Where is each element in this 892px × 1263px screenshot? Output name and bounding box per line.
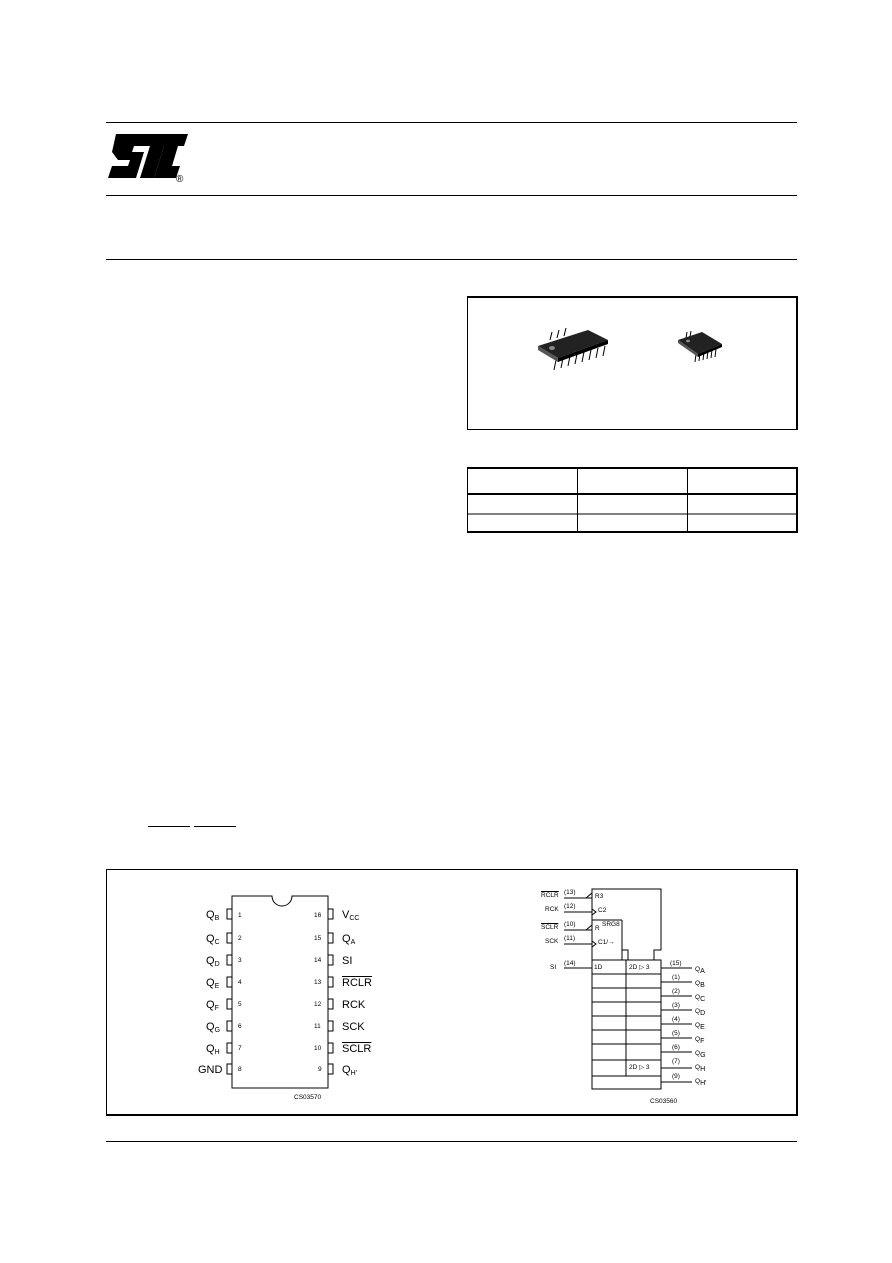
logic-pin-13: (13) (564, 889, 576, 896)
logic-out-qa: QA (695, 966, 705, 975)
pin-num-14: 14 (314, 957, 322, 964)
logic-drawing-code: CS03560 (650, 1098, 678, 1105)
block-label-r3: R3 (595, 893, 604, 900)
header-rule (106, 195, 797, 196)
pin-name-si: SI (342, 955, 353, 967)
logic-out-qh-prime: QH' (695, 1078, 707, 1087)
pin-name-qg: $Q_G$ (206, 1021, 221, 1034)
pin-num-10: 10 (314, 1045, 322, 1052)
pin-num-8: 8 (238, 1066, 242, 1073)
pin-num-15: 15 (314, 935, 322, 942)
pin-name-sck: SCK (342, 1021, 365, 1033)
logic-input-rck: RCK (545, 906, 559, 913)
pin-name-qc: $Q_C$ (206, 933, 220, 946)
block-label-2d-top: 2D ▷ 3 (629, 964, 650, 971)
block-label-c2: C2 (598, 907, 607, 914)
pin-num-1: 1 (238, 912, 242, 919)
pin-name-qb: $Q_B$ (206, 909, 220, 922)
logic-out-qb: QB (695, 980, 705, 989)
logic-pin-11: (11) (564, 935, 576, 942)
logic-out-pin-3: (3) (672, 1002, 680, 1009)
logic-out-qh: QH (695, 1064, 706, 1073)
top-rule (106, 122, 797, 123)
registered-mark: ® (176, 174, 184, 185)
pin-num-4: 4 (238, 979, 242, 986)
underline-mark-2 (194, 826, 236, 827)
block-label-2d-bottom: 2D ▷ 3 (629, 1064, 650, 1071)
package-box (467, 296, 798, 430)
logic-out-qd: QD (695, 1008, 706, 1017)
footer-rule (106, 1141, 797, 1142)
pin-num-5: 5 (238, 1001, 242, 1008)
ic-body (226, 895, 338, 1091)
pinout-drawing-code: CS03570 (294, 1094, 322, 1101)
block-label-r: R (595, 925, 600, 932)
logic-out-qg: QG (695, 1050, 706, 1059)
logic-out-pin-6: (6) (672, 1044, 680, 1051)
logic-out-pin-7: (7) (672, 1058, 680, 1065)
logic-input-si: SI (550, 964, 557, 971)
logic-input-sck: SCK (545, 938, 559, 945)
block-label-srg8: SRG8 (602, 921, 620, 928)
pin-name-qd: $Q_D$ (206, 955, 220, 968)
underline-mark-1 (148, 826, 190, 827)
pin-name-qh: $Q_H$ (206, 1043, 220, 1056)
pin-num-11: 11 (314, 1023, 321, 1030)
pin-num-6: 6 (238, 1023, 242, 1030)
logic-out-pin-4a: (4) (672, 1016, 680, 1023)
logic-pin-14: (14) (564, 960, 576, 967)
logic-out-pin-1: (1) (672, 974, 680, 981)
logic-out-qe: QE (695, 1022, 705, 1031)
pin-name-gnd: GND (198, 1064, 223, 1076)
pin-num-7: 7 (238, 1045, 242, 1052)
pin-num-13: 13 (314, 979, 322, 986)
pin-name-rclr: RCLR (342, 977, 372, 989)
pin-name-qh-prime: $Q_{H'}$ (342, 1064, 357, 1077)
pin-num-16: 16 (314, 912, 322, 919)
logic-out-pin-5: (5) (672, 1030, 680, 1037)
logic-input-sclr: SCLR (541, 924, 559, 931)
pin-num-12: 12 (314, 1001, 322, 1008)
pin-name-vcc: $V_{CC}$ (342, 909, 360, 922)
logic-out-qf: QF (695, 1036, 705, 1045)
logic-out-pin-2: (2) (672, 988, 680, 995)
tssop-package-image (676, 330, 726, 366)
logic-out-pin-15: (15) (670, 960, 682, 967)
pin-name-sclr: SCLR (342, 1043, 372, 1055)
so16-package-image (536, 326, 612, 376)
pin-num-2: 2 (238, 935, 242, 942)
order-table (467, 467, 798, 533)
logic-pin-10: (10) (564, 921, 576, 928)
st-logo (106, 132, 190, 186)
pin-name-qe: $Q_E$ (206, 977, 220, 990)
logic-out-pin-9: (9) (672, 1073, 680, 1080)
logic-input-rclr: RCLR (541, 892, 559, 899)
pin-name-qa: $Q_A$ (342, 933, 356, 946)
pin-num-9: 9 (318, 1066, 322, 1073)
pin-num-3: 3 (238, 957, 242, 964)
title-rule (106, 259, 797, 260)
block-label-c1: C1/→ (598, 939, 615, 946)
pin-name-rck: RCK (342, 999, 366, 1011)
block-label-1d: 1D (594, 964, 603, 971)
logic-out-qc: QC (695, 994, 706, 1003)
pin-name-qf: $Q_F$ (206, 999, 219, 1012)
logic-pin-12: (12) (564, 903, 576, 910)
